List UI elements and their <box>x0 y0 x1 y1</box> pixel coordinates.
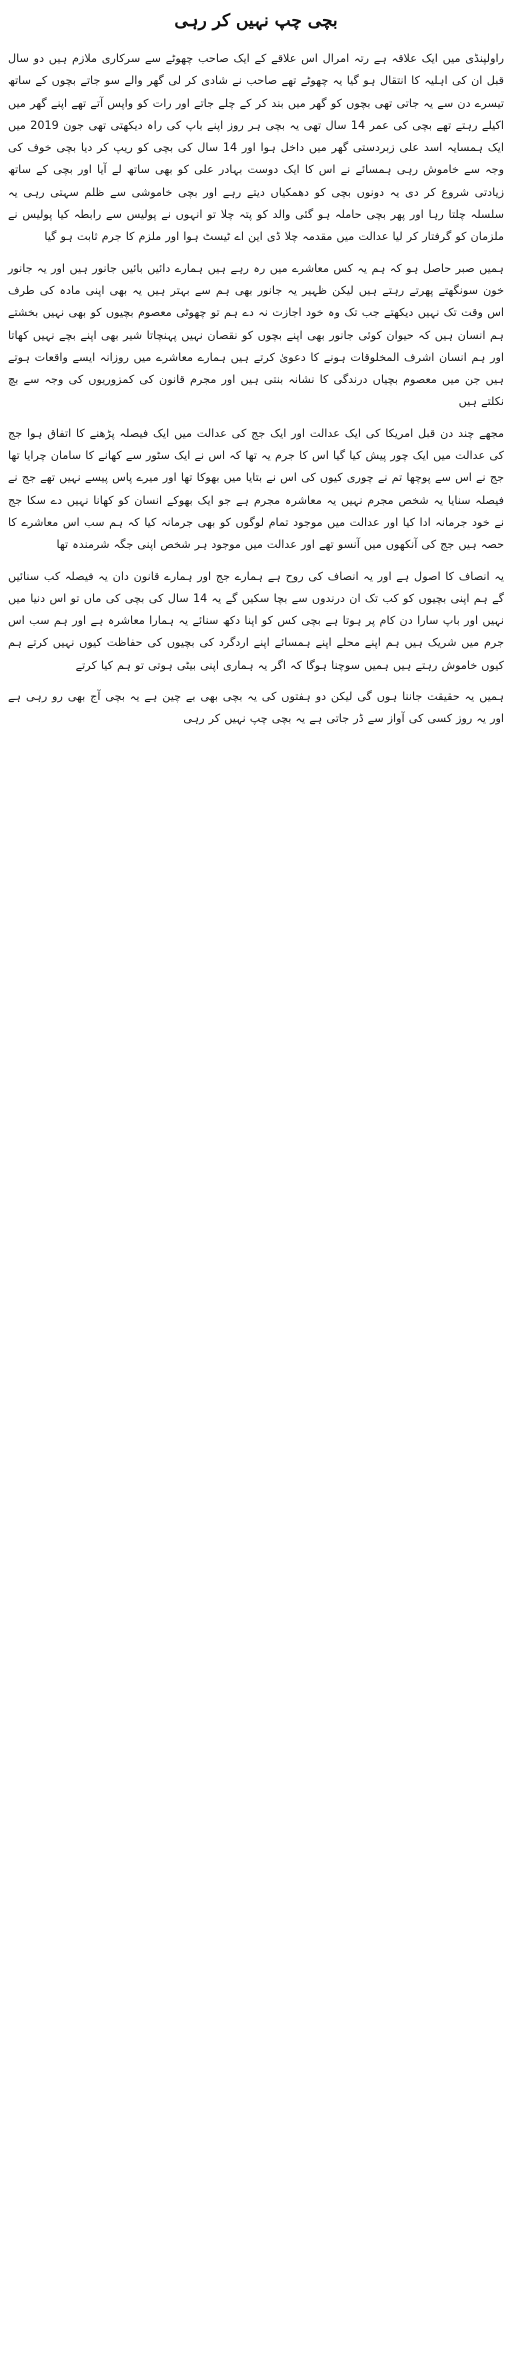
article-paragraph: راولپنڈی میں ایک علاقہ ہے رتہ امرال اس علاقے کے ایک صاحب چھوٹے سے سرکاری ملازم ہیں دو سال قبل ان کی اہلیہ کا انتقال ہو گیا یہ چھوٹے تھے صاحب نے شادی کر لی گھر والے سو جاتے بچوں کے ساتھ تیسرے دن سے یہ جاتی تھی بچوں کو گھر میں بند کر کے چلے جاتے اور رات کو واپس آتے تھے اپنے گھر میں اکیلے رہتے تھے بچی کی عمر 14 سال تھی یہ بچی ہر روز اپنے باپ کی راہ دیکھتی تھی جون 2019 میں ایک ہمسایہ اسد علی زبردستی گھر میں داخل ہوا اور 14 سال کی بچی کو ریپ کر دیا بچی خوف کی وجہ سے خاموش رہی ہمسائے نے اس کا ایک دوست بہادر علی کو بھی ساتھ لے آیا اور بچی کے ساتھ زیادتی شروع کر دی یہ دونوں بچی کو دھمکیاں دیتے رہے اور بچی خاموشی سے ظلم سہتی رہی یہ سلسلہ چلتا رہا اور پھر بچی حاملہ ہو گئی والد کو پتہ چلا تو انہوں نے پولیس سے رابطہ کیا پولیس نے ملزمان کو گرفتار کر لیا عدالت میں مقدمہ چلا ڈی این اے ٹیسٹ ہوا اور ملزم کا جرم ثابت ہو گیا <box>8 52 504 244</box>
article-paragraph: مجھے چند دن قبل امریکا کی ایک عدالت اور ایک جج کی عدالت میں ایک فیصلہ پڑھنے کا اتفاق ہوا جج کی عدالت میں ایک چور پیش کیا گیا اس کا جرم یہ تھا کہ اس نے ایک سٹور سے کھانے کا سامان چرایا تھا جج نے اس سے پوچھا تم نے چوری کیوں کی اس نے بتایا میں بھوکا تھا اور میرے پاس پیسے نہیں تھے جج نے فیصلہ سنایا یہ شخص مجرم نہیں یہ معاشرہ مجرم ہے جو ایک بھوکے انسان کو کھانا نہیں دے سکا جج نے خود جرمانہ ادا کیا اور عدالت میں موجود تمام لوگوں کو بھی جرمانہ کیا کہ ہم سب اس معاشرے کا حصہ ہیں جج کی آنکھوں میں آنسو تھے اور عدالت میں موجود ہر شخص اپنی جگہ شرمندہ تھا <box>8 426 504 552</box>
article-paragraph: ہمیں یہ حقیقت جاننا ہوں گی لیکن دو ہفتوں کی یہ بچی بھی بے چین ہے یہ بچی آج بھی رو رہی ہے اور یہ روز کسی کی آواز سے ڈر جاتی ہے یہ بچی چپ نہیں کر رہی <box>8 690 504 726</box>
article-paragraph: ہمیں صبر حاصل ہو کہ ہم یہ کس معاشرے میں رہ رہے ہیں ہمارے دائیں بائیں جانور ہیں اور یہ جانور خون سونگھتے پھرتے رہتے ہیں لیکن ظہیر یہ جانور بھی ہم سے بہتر ہیں یہ بھی اپنی مادہ کی طرف اس وقت تک نہیں دیکھتے جب تک وہ خود اجازت نہ دے ہم تو چھوٹی معصوم بچیوں کو بھی نہیں بخشتے ہم انسان ہیں کہ حیوان کوئی جانور بھی اپنے بچوں کو نقصان نہیں پہنچاتا شیر بھی اپنے بچے نہیں کھاتا اور ہم انسان اشرف المخلوقات ہونے کا دعویٰ کرتے ہیں ہمارے معاشرے میں روزانہ ایسے واقعات ہوتے ہیں جن میں معصوم بچیاں درندگی کا نشانہ بنتی ہیں اور مجرم قانون کی کمزوریوں کی وجہ سے بچ نکلتے ہیں <box>8 261 504 409</box>
article-body <box>8 48 504 731</box>
article-headline: بچی چپ نہیں کر رہی <box>174 11 338 31</box>
article-paragraph: یہ انصاف کا اصول ہے اور یہ انصاف کی روح ہے ہمارے جج اور ہمارے قانون دان یہ فیصلہ کب سنائیں گے ہم اپنی بچیوں کو کب تک ان درندوں سے بچا سکیں گے یہ 14 سال کی بچی کی ماں تو اس دنیا میں نہیں اور باپ سارا دن کام پر ہوتا ہے بچی کس کو اپنا دکھ سنائے یہ ہمارا معاشرہ ہے اور ہم سب اس جرم میں شریک ہیں ہم اپنے محلے اپنے ہمسائے اپنے اردگرد کی بچیوں کی حفاظت کیوں نہیں کرتے ہم کیوں خاموش رہتے ہیں ہمیں سوچنا ہوگا کہ اگر یہ ہماری اپنی بیٹی ہوتی تو ہم کیا کرتے <box>8 569 504 672</box>
